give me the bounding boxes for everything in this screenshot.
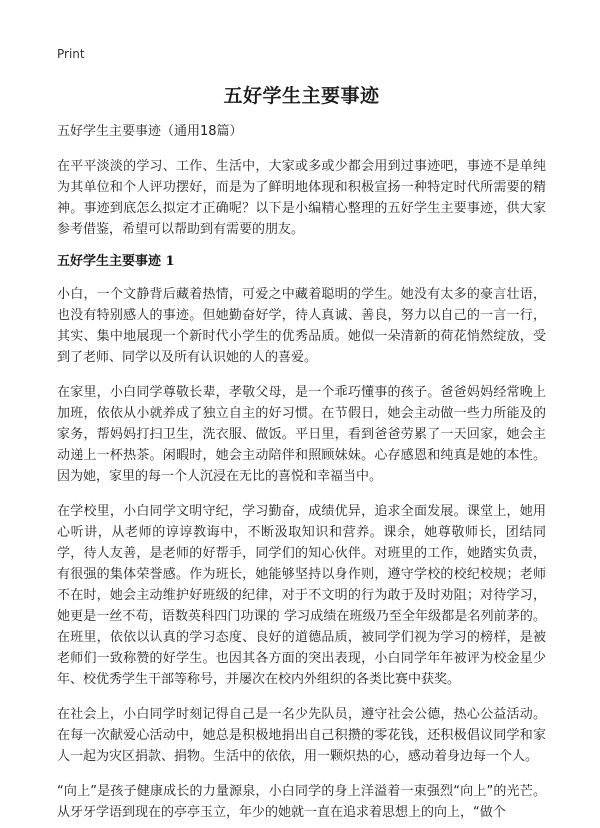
document-title: 五好学生主要事迹: [223, 85, 380, 107]
section-heading: 五好学生主要事迹 1: [57, 254, 175, 269]
print-link[interactable]: Print: [57, 47, 85, 61]
body-paragraph: 在家里，小白同学尊敬长辈，孝敬父母，是一个乖巧懂事的孩子。爸爸妈妈经常晚上加班，依依从小就养成了独立自主的好习惯。在节假日，她会主动做一些力所能及的家务，帮妈妈打扫卫生，洗衣服、做饭。平日里，看到爸爸劳累了一天回家，她会主动递上一杯热茶。闲暇时，她会主动陪伴和照顾妹妹。心存感恩和纯真是她的本性。因为她，家里的每一个人沉浸在无比的喜悦和幸福当中。: [57, 385, 546, 484]
document-subtitle: 五好学生主要事迹（通用18篇）: [57, 124, 243, 139]
intro-paragraph: 在平平淡淡的学习、工作、生活中，大家或多或少都会用到过事迹吧，事迹不是单纯为其单位和个人评功摆好，而是为了鲜明地体现和积极宣扬一种特定时代所需要的精神。事迹到底怎么拟定才正确呢？以下是小编精心整理的五好学生主要事迹，供大家参考借鉴，希望可以帮助到有需要的朋友。: [57, 159, 546, 237]
body-paragraph: 在学校里，小白同学文明守纪，学习勤奋，成绩优异，追求全面发展。课堂上，她用心听讲，从老师的谆谆教诲中，不断汲取知识和营养。课余，她尊敬师长，团结同学，待人友善，是老师的好帮手，同学们的知心伙伴。对班里的工作，她踏实负责，有很强的集体荣誉感。作为班长，她能够坚持以身作则，遵守学校的校纪校规；老师不在时，她会主动维护好班级的纪律，对于不文明的行为敢于及时劝阻；对待学习，她更是一丝不苟，语数英科四门功课的 学习成绩在班级乃至全年级都是名列前茅的。在班里，依依以认真的学习态度、良好的道德品质，被同学们视为学习的榜样，是被老师们一致称赞的好学生。也因其各方面的突出表现，小白同学年年被评为校金星少年、校优秀学生干部等称号，并屡次在校内外组织的各类比赛中获奖。: [57, 504, 546, 687]
body-paragraph: “向上”是孩子健康成长的力量源泉，小白同学的身上洋溢着一束强烈“向上”的光芒。从牙牙学语到现在的亭亭玉立，年少的她就一直在追求着思想上的向上，“做个: [57, 784, 546, 820]
body-paragraph: 小白，一个文静背后藏着热情，可爱之中藏着聪明的学生。她没有太多的豪言壮语，也没有特别感人的事迹。但她勤奋好学，待人真诚、善良，努力以自己的一言一行，其实、集中地展现一个新时代小学生的优秀品质。她似一朵清新的荷花悄然绽放，受到了老师、同学以及所有认识她的人的喜爱。: [57, 287, 546, 365]
body-paragraph: 在社会上，小白同学时刻记得自己是一名少先队员，遵守社会公德，热心公益活动。在每一次献爱心活动中，她总是积极地捐出自己积攒的零花钱，还积极倡议同学和家人一起为灾区捐款、捐物。生活中的依依，用一颗炽热的心，感动着身边每一个人。: [57, 707, 546, 764]
